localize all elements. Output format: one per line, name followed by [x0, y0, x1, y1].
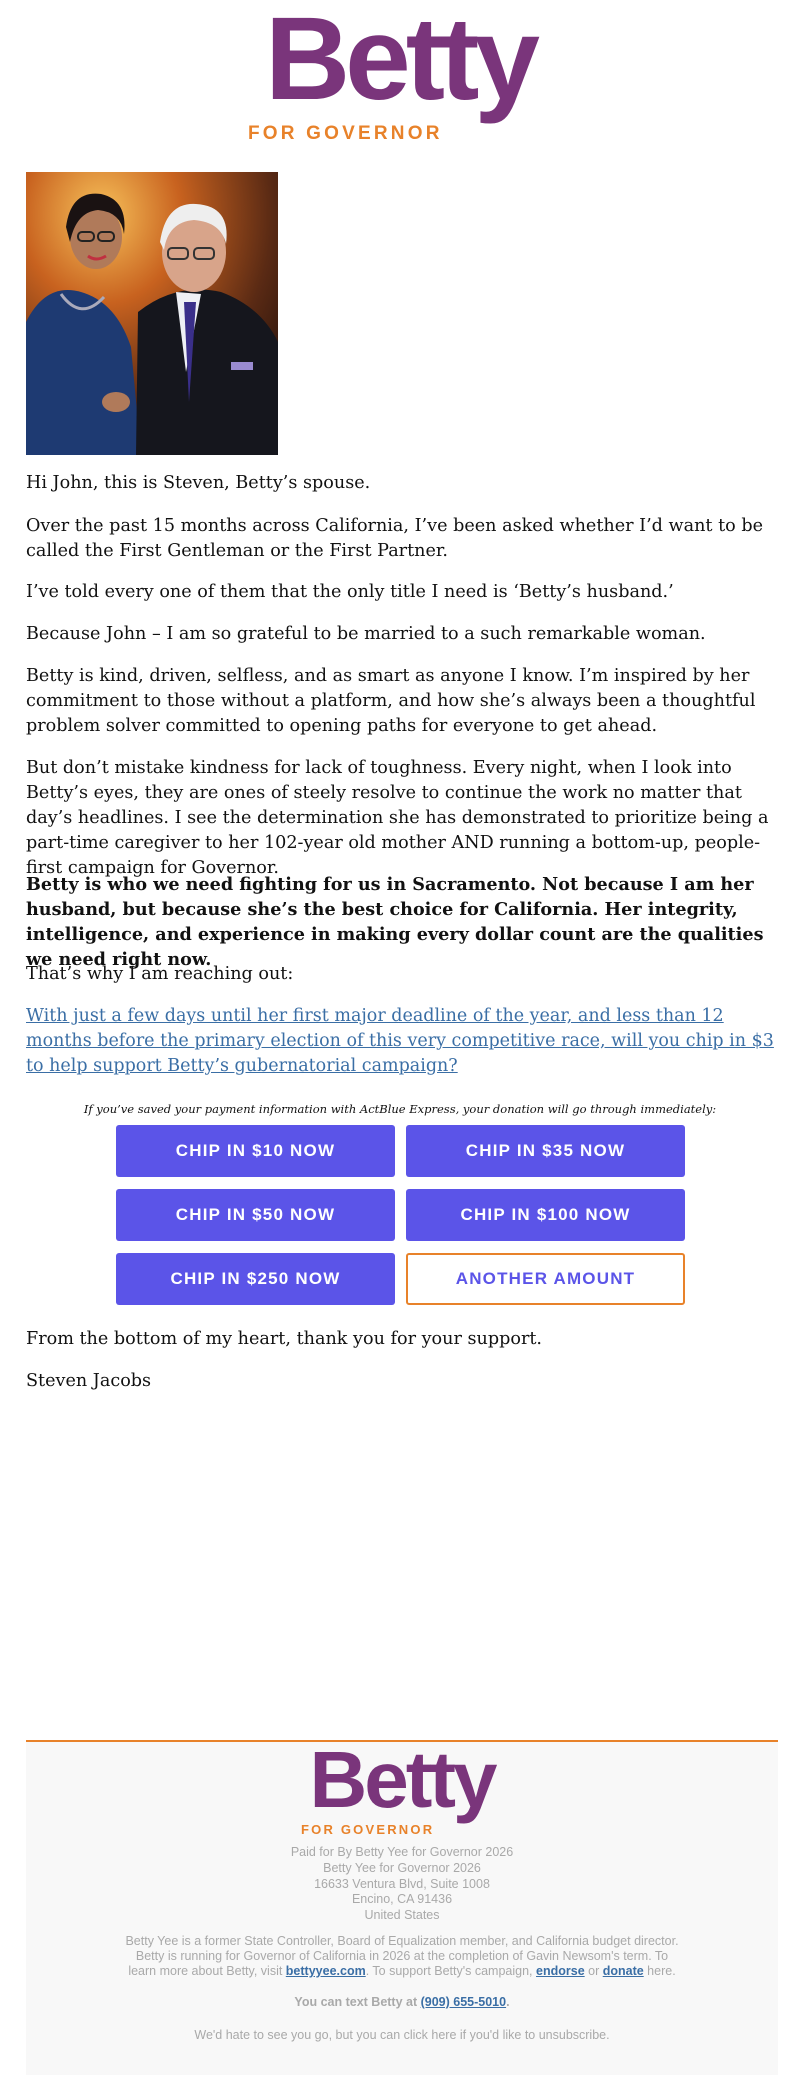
text-betty-post: .	[506, 1995, 510, 2009]
unsubscribe-link[interactable]: We'd hate to see you go, but you can click here if you'd like to unsubscribe.	[194, 2028, 610, 2042]
footer-logo-word: Betty	[309, 1735, 495, 1824]
betty-logo	[248, 0, 552, 152]
bio-line-2: Betty is running for Governor of California in 2026 at the completion of Gavin Newsom's term. To	[135, 1949, 669, 1963]
chip-in-35-button[interactable]: CHIP IN $35 NOW	[406, 1125, 685, 1177]
logo-word: Betty	[264, 0, 536, 125]
paragraph-3: Because John – I am so grateful to be married to a such remarkable woman.	[26, 624, 706, 644]
text-betty-pre: You can text Betty at	[294, 1995, 421, 2009]
another-amount-button[interactable]: ANOTHER AMOUNT	[406, 1253, 685, 1305]
logo-tagline: FOR GOVERNOR	[248, 123, 443, 144]
actblue-express-note: If you’ve saved your payment information with ActBlue Express, your donation will go through immediately:	[83, 1102, 717, 1116]
bio-line-3-post: here.	[643, 1964, 676, 1978]
footer-logo-tagline: FOR GOVERNOR	[301, 1822, 435, 1837]
chip-in-10-button[interactable]: CHIP IN $10 NOW	[116, 1125, 395, 1177]
bio-line-3-mid: . To support Betty's campaign,	[365, 1964, 537, 1978]
phone-link[interactable]: (909) 655-5010	[420, 1995, 507, 2009]
address-country: United States	[364, 1908, 440, 1922]
bio-line-3-pre: learn more about Betty, visit	[128, 1964, 286, 1978]
paragraph-5: But don’t mistake kindness for lack of toughness. Every night, when I look into Betty’s eyes, they are ones of steely resolve to continue the work no matter that day’s headlines. I see the determination she has demonstrated to prioritize being a part-time caregiver to her 102-year old mother AND running a bottom-up, people-first campaign for Governor.	[26, 758, 769, 878]
donate-link[interactable]: donate	[602, 1964, 644, 1978]
address-line-2: Encino, CA 91436	[351, 1892, 453, 1906]
org-name: Betty Yee for Governor 2026	[323, 1861, 481, 1875]
signature: Steven Jacobs	[26, 1371, 152, 1391]
bio-line-1: Betty Yee is a former State Controller, Board of Equalization member, and California budget director.	[125, 1934, 679, 1948]
endorse-link[interactable]: endorse	[536, 1964, 585, 1978]
bio-line-3-or: or	[584, 1964, 603, 1978]
donate-ask-link[interactable]: With just a few days until her first major deadline of the year, and less than 12 months before the primary election of this very competitive race, will you chip in $3 to help support Betty’s gubernatorial campaign?	[26, 1006, 774, 1076]
paid-for-disclaimer: Paid for By Betty Yee for Governor 2026	[290, 1845, 514, 1859]
closing-line: From the bottom of my heart, thank you for your support.	[26, 1329, 543, 1349]
chip-in-250-button[interactable]: CHIP IN $250 NOW	[116, 1253, 395, 1305]
address-line-1: 16633 Ventura Blvd, Suite 1008	[314, 1877, 490, 1891]
website-link[interactable]: bettyyee.com	[285, 1964, 366, 1978]
couple-photo	[26, 172, 278, 455]
paragraph-4: Betty is kind, driven, selfless, and as smart as anyone I know. I’m inspired by her commitment to those without a platform, and how she’s always been a thoughtful problem solver committed to opening paths for everyone to get ahead.	[26, 666, 756, 736]
paragraph-emphasis: Betty is who we need fighting for us in Sacramento. Not because I am her husband, but because she’s the best choice for California. Her integrity, intelligence, and experience in making every dollar count are the qualities we need right now.	[26, 874, 764, 970]
email-footer	[26, 1735, 778, 2075]
text-betty-line	[26, 1994, 778, 2010]
footer-logo	[301, 1735, 503, 1844]
paragraph-7: That’s why I am reaching out:	[26, 964, 294, 984]
paragraph-1: Over the past 15 months across California, I’ve been asked whether I’d want to be called the First Gentleman or the First Partner.	[26, 516, 764, 561]
chip-in-50-button[interactable]: CHIP IN $50 NOW	[116, 1189, 395, 1241]
bio-line-3	[26, 1963, 778, 1979]
paragraph-2: I’ve told every one of them that the only title I need is ‘Betty’s husband.’	[26, 582, 674, 602]
greeting: Hi John, this is Steven, Betty’s spouse.	[26, 473, 371, 493]
chip-in-100-button[interactable]: CHIP IN $100 NOW	[406, 1189, 685, 1241]
